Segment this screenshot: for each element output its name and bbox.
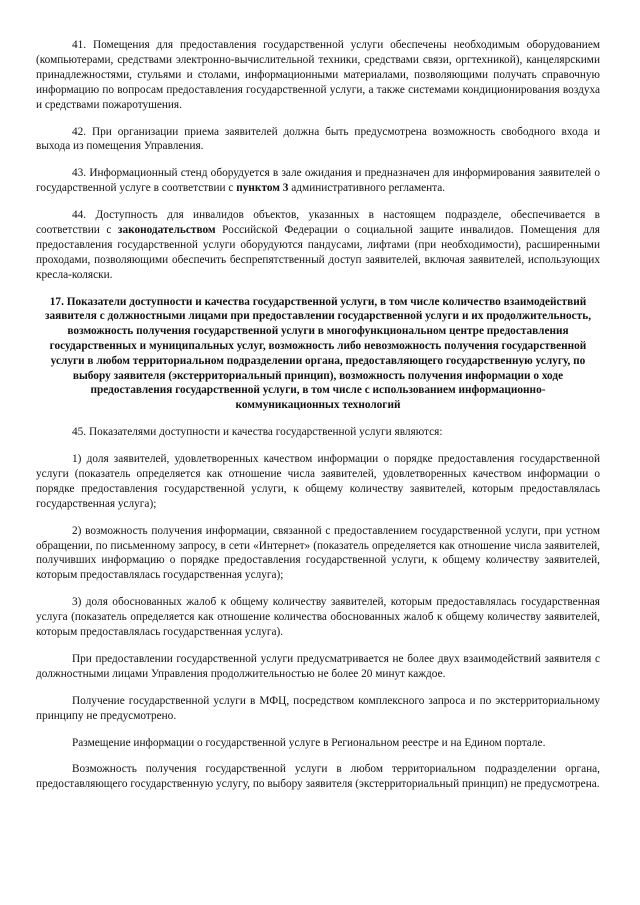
list-item-1: 1) доля заявителей, удовлетворенных качеством информации о порядке предоставления государственной услуги (показатель определяется как отношение числа заявителей, удовлетворенных качеством информации о порядке предоставления государственной услуги, к общему количеству заявителей, которым предоставлялась государственная услуга); xyxy=(36,452,600,510)
paragraph-44-tail: Российской Федерации о социальной защите инвалидов. Помещения для предоставления государственной услуги оборудуются пандусами, лифтами (при необходимости), расширенными проходами, позволяющими обеспечить беспрепятственный доступ заявителей, включая заявителей, использующих кресла-коляски. xyxy=(36,224,600,281)
paragraph-41: 41. Помещения для предоставления государственной услуги обеспечены необходимым оборудованием (компьютерами, средствами электронно-вычислительной техники, средствами связи, оргтехникой), канцелярскими принадлежностями, стульями и столами, информационными материалами, позволяющими получать справочную информацию по вопросам предоставления государственной услуги, а также системами кондиционирования воздуха и средствами пожаротушения. xyxy=(36,39,600,111)
paragraph-44 xyxy=(36,208,600,283)
paragraph-mfc: Получение государственной услуги в МФЦ, посредством комплексного запроса и по экстерриториальному принципу не предусмотрено. xyxy=(36,694,600,722)
paragraph-interactions: При предоставлении государственной услуги предусматривается не более двух взаимодействий заявителя с должностными лицами Управления продолжительностью не более 20 минут каждое. xyxy=(36,652,600,680)
paragraph-44-text: 44. Доступность для инвалидов объектов, указанных в настоящем подразделе, обеспечивается в соответствии с xyxy=(36,209,600,237)
paragraph-43-tail: административного регламента. xyxy=(288,182,446,195)
paragraph-territorial: Возможность получения государственной услуги в любом территориальном подразделении органа, предоставляющего государственную услугу, по выбору заявителя (экстерриториальный принцип) не предусмотрена. xyxy=(36,763,600,791)
paragraph-43 xyxy=(36,166,600,196)
list-item-2: 2) возможность получения информации, связанной с предоставлением государственной услуги, при устном обращении, по письменному запросу, в сети «Интернет» (показатель определяется как отношение числа заявителей, получивших информацию о порядке предоставления государственной услуги, к общему количеству заявителей, которым предоставлялась государственная услуга); xyxy=(36,524,600,582)
list-item-3: 3) доля обоснованных жалоб к общему количеству заявителей, которым предоставлялась государственная услуга (показатель определяется как отношение количества обоснованных жалоб к общему количеству заявителей, которым предоставлялась государственная услуга). xyxy=(36,596,600,639)
section-17-heading: 17. Показатели доступности и качества государственной услуги, в том числе количество взаимодействий заявителя с должностными лицами при предоставлении государственной услуги и их продолжительность, возможность получения государственной услуги в многофункциональном центре предоставления государственных и муниципальных услуг, возможность либо невозможность получения государственной услуги в любом территориальном подразделении органа, предоставляющего государственную услугу, по выбору заявителя (экстерриториальный принцип), возможность получения информации о ходе предоставления государственной услуги, в том числе с использованием информационно-коммуникационных технологий xyxy=(44,295,592,412)
paragraph-43-text: 43. Информационный стенд оборудуется в зале ожидания и предназначен для информирования заявителей о государственной услуге в соответствии с xyxy=(36,167,600,195)
paragraph-registry: Размещение информации о государственной услуге в Региональном реестре и на Едином портале. xyxy=(72,736,546,749)
paragraph-42: 42. При организации приема заявителей должна быть предусмотрена возможность свободного входа и выхода из помещения Управления. xyxy=(36,125,600,153)
paragraph-45: 45. Показателями доступности и качества государственной услуги являются: xyxy=(72,426,443,439)
paragraph-44-link-bold: законодательством xyxy=(117,224,216,237)
paragraph-43-link-bold: пунктом 3 xyxy=(236,182,289,195)
document-page xyxy=(36,38,600,792)
